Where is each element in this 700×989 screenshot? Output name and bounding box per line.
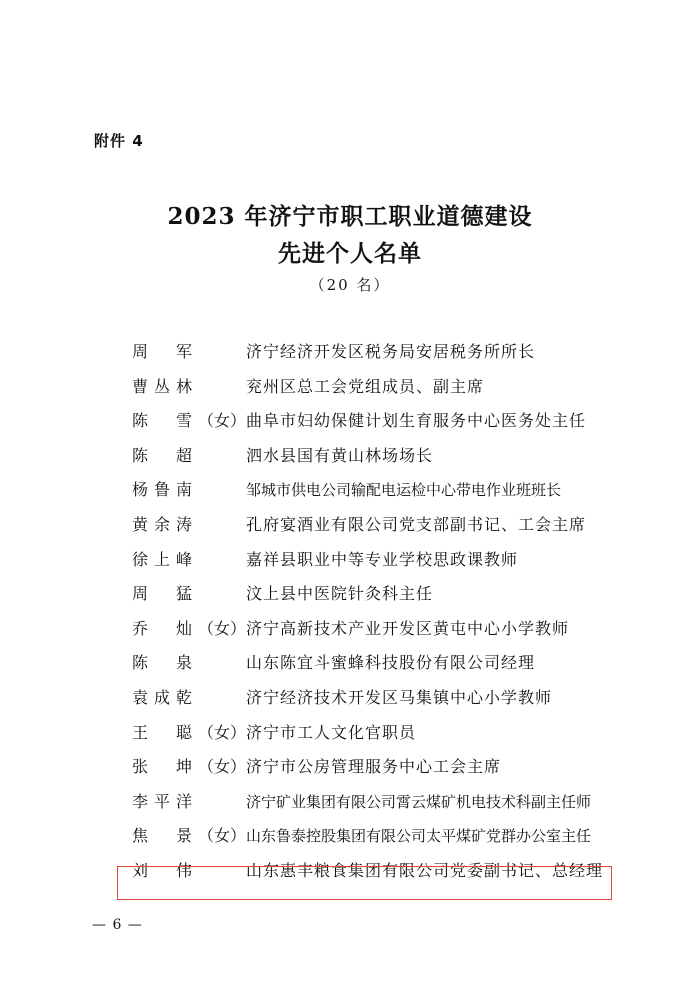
list-item bbox=[132, 513, 612, 548]
list-item bbox=[132, 651, 612, 686]
person-position: 济宁高新技术产业开发区黄屯中心小学教师 bbox=[246, 618, 570, 638]
person-name: 周 猛 bbox=[132, 584, 192, 604]
person-position: 孔府宴酒业有限公司党支部副书记、工会主席 bbox=[246, 514, 587, 534]
person-position: 济宁市工人文化官职员 bbox=[246, 722, 417, 742]
list-item bbox=[132, 478, 612, 513]
list-item bbox=[132, 755, 612, 790]
gender-note: （女） bbox=[198, 757, 247, 777]
list-item bbox=[132, 582, 612, 617]
person-name: 陈 雪 bbox=[132, 411, 192, 431]
list-item bbox=[132, 686, 612, 721]
count-note: （20 名） bbox=[309, 276, 391, 294]
list-item bbox=[132, 617, 612, 652]
gender-note: （女） bbox=[198, 411, 247, 431]
gender-note: （女） bbox=[198, 722, 247, 742]
person-position: 山东陈宜斗蜜蜂科技股份有限公司经理 bbox=[246, 653, 536, 673]
list-item bbox=[132, 340, 612, 375]
person-position: 曲阜市妇幼保健计划生育服务中心医务处主任 bbox=[246, 411, 587, 431]
person-name: 李平洋 bbox=[132, 791, 192, 811]
person-position: 济宁矿业集团有限公司霄云煤矿机电技术科副主任师 bbox=[246, 792, 592, 811]
highlight-box bbox=[117, 866, 612, 900]
person-position: 济宁市公房管理服务中心工会主席 bbox=[246, 757, 502, 777]
person-name: 乔 灿 bbox=[132, 618, 192, 638]
list-item bbox=[132, 375, 612, 410]
person-position: 山东鲁泰控股集团有限公司太平煤矿党群办公室主任 bbox=[246, 827, 592, 846]
document-title-line1: 2023 年济宁市职工职业道德建设 bbox=[167, 203, 533, 230]
list-item bbox=[132, 409, 612, 444]
person-name: 徐上峰 bbox=[132, 549, 192, 569]
list-item bbox=[132, 790, 612, 825]
gender-note: （女） bbox=[198, 826, 247, 846]
person-name: 曹丛林 bbox=[132, 376, 192, 396]
person-name: 焦 景 bbox=[132, 826, 192, 846]
person-position: 泗水县国有黄山林场场长 bbox=[246, 445, 434, 465]
attachment-label: 附件 4 bbox=[94, 132, 144, 150]
honoree-list bbox=[132, 340, 612, 894]
person-position: 山东惠丰粮食集团有限公司党委副书记、总经理 bbox=[246, 860, 604, 880]
person-name: 袁成乾 bbox=[132, 687, 192, 707]
person-name: 张 坤 bbox=[132, 757, 192, 777]
person-name: 黄余涛 bbox=[132, 514, 192, 534]
person-position: 嘉祥县职业中等专业学校思政课教师 bbox=[246, 549, 519, 569]
gender-note: （女） bbox=[198, 618, 247, 638]
person-name: 陈 超 bbox=[132, 445, 192, 465]
list-item bbox=[132, 721, 612, 756]
list-item bbox=[132, 548, 612, 583]
person-position: 济宁经济开发区税务局安居税务所所长 bbox=[246, 342, 536, 361]
person-position: 邹城市供电公司输配电运检中心带电作业班班长 bbox=[246, 481, 562, 500]
list-item bbox=[132, 824, 612, 859]
person-name: 陈 泉 bbox=[132, 653, 192, 673]
list-item bbox=[132, 444, 612, 479]
person-position: 兖州区总工会党组成员、副主席 bbox=[246, 376, 485, 396]
person-name: 周 军 bbox=[132, 342, 192, 361]
person-position: 济宁经济技术开发区马集镇中心小学教师 bbox=[246, 687, 553, 707]
person-name: 王 聪 bbox=[132, 722, 192, 742]
person-name: 刘 伟 bbox=[132, 860, 192, 880]
person-position: 汶上县中医院针灸科主任 bbox=[246, 584, 434, 604]
document-title-line2: 先进个人名单 bbox=[278, 240, 422, 267]
page-number: — 6 — bbox=[92, 917, 143, 933]
person-name: 杨鲁南 bbox=[132, 480, 192, 500]
